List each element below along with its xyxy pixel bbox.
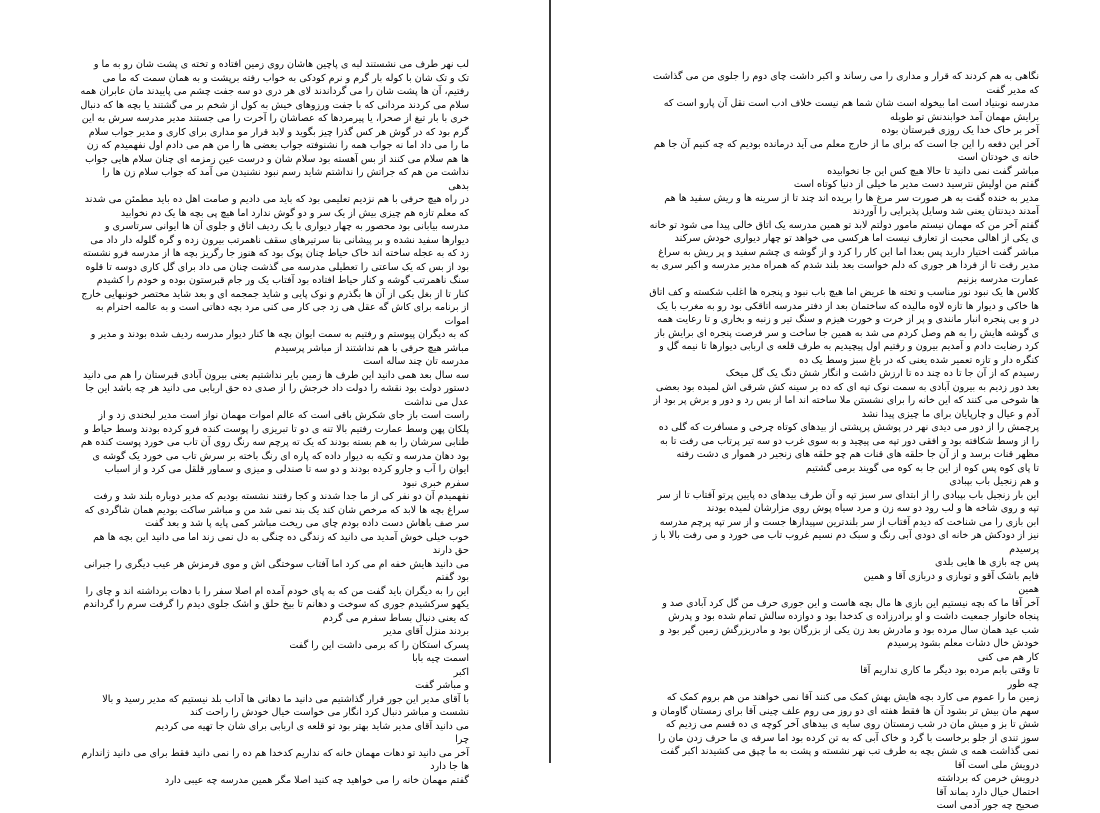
right-page-paragraph: گفتم من اولیش نترسید دست مدیر ما خیلی از دنیا کوتاه است xyxy=(793,179,1039,190)
left-page-paragraph: بردند منزل آقای مدیر xyxy=(383,626,469,637)
right-page-paragraph: آخر آقا ما که بچه نیستیم این بازی ها مال بچه هاست و این جوری حرف من گل کرد آبادی صد و پنجاه خانوار جمعیت داشت و او برادرزاده ی کدخدا بود و دوازده سالش تمام شده بود و پدرش شب عید همان سال مرده بود و مادرش بعد زن یکی از بزرگان بود و مادربزرگش زمین گیر بود و خودش خال دشات معلم بشود پرسیدم xyxy=(659,597,1039,649)
right-page-paragraph: و هم زنجیل باب بپبادی xyxy=(949,476,1039,487)
left-page-paragraph: آخر می دانید تو دهات مهمان خانه که نداریم کدخدا هم ده را نمی دانید فقط برای می دانید ژاندارم ها جا دارد xyxy=(81,747,469,772)
right-page-paragraph: گفتم آخر من که مهمان نیستم مامور دولتم لابد تو همین مدرسه یک اتاق خالی پیدا می شود تو خانه ی یکی از اهالی محبت از تعارف نیست اما هرکسی می خواهد تو چهار دیواری خودش سرکند xyxy=(649,219,1039,244)
right-page-paragraph: مدیر به خنده گفت به هر صورت سر مرغ ها را بریده اند چند تا از سرینه ها و ریش سفید ها هم آمدند دیدنتان یعنی شد وسایل پذیرایی را آوردند xyxy=(664,192,1039,217)
left-page-paragraph: که به دیگران پیوستم و رفتیم به سمت ایوان بچه ها کنار دیوار مدرسه ردیف شده بودند و مدیر و مباشر هیچ حرفی با هم نداشتند از مباشر پرسیدم xyxy=(90,329,469,354)
left-page-paragraph: سه سال بعد همی دانید این طرف ها زمین بایر نداشتیم یعنی بیرون آبادی قبرستان را هم می دانید دستور دولت بود نقشه را دولت داد خرجش را از صدی ده حق اربابی می دانید هر چه باشد این جا عدل می نداشت xyxy=(83,369,469,408)
right-page-paragraph: مدرسه نوبنیاد است اما بیخوله است شان شما هم نیست خلاف ادب است نقل آن پارو است که برایش مهمان آمد خوابندنش تو طویله xyxy=(663,98,1039,123)
right-page-paragraph: رسیدم که از آن جا تا ده چند ده تا ارزش داشت و انگار شش دنگ یک گل میخک xyxy=(725,368,1039,379)
left-page-paragraph: می دانید هایش خفه ام می کرد اما آفتاب سوختگی اش و موی قرمزش هر عیب دیگری را جبرانی بود گفتم xyxy=(83,558,469,583)
left-page xyxy=(0,0,549,786)
right-page-paragraph: تا پای کوه پس کوه از این جا به کوه می گویند برمی گشتیم xyxy=(805,462,1039,474)
left-page-paragraph: خوب خیلی خوش آمدید می دانید که زندگی ده چنگی به دل نمی زند اما می دانید این بچه ها هم حق دارند xyxy=(93,531,469,556)
left-page-paragraph: چرا xyxy=(455,734,469,745)
left-page-paragraph: راست است باز جای شکرش باقی است که عالم اموات مهمان نواز است مدیر لبخندی زد و از پلکان پهن وسط عمارت رفتیم بالا تنه ی دو تا تبریزی را پوست کنده فرو کرده بودند وسط حیاط و طنابی سرشان را به هم بسته بودند که یک ته پرچم سه رنگ روی آن تاب می خورد پوست کنده هم بود دهان مدرسه و تکیه به دیوار داده که پاره ای رنگ باخته بر سرش تاب می خورد یک گوشه ی ایوان را آب و جارو کرده بودند و دو سه تا صندلی و میزی و سماور قلقل می کرد و از اسباب سفرم خبری نبود xyxy=(80,410,469,489)
right-page-paragraph: بعد دور زدیم به بیرون آبادی به سمت نوک تپه ای که ده بر سینه کش شرقی اش لمیده بود بعضی ها شوخی می کنند که این خانه را برای نشستن ملا ساخته اند اما از بس رد و دور و برش پر بود از آدم و عیال و چارپایان برای ما چیزی پیدا نشد xyxy=(653,381,1039,420)
right-page-paragraph: مباشر گفت نمی دانید تا حالا هیچ کس این جا نخوابیده xyxy=(827,165,1039,177)
right-page-paragraph: آخر بر خاک خدا یک روزی قبرستان بوده xyxy=(881,125,1039,136)
right-page-paragraph: آخر این دفعه را این جا است که برای ما از خارج معلم می آید درمانده بودیم که چه کنیم آن جا هم خانه ی خودتان است xyxy=(653,138,1039,163)
right-page-paragraph: مباشر گفت اختیار دارید پس بعدا اما این کار را کرد و از گوشه ی چشم سفید و پر ریش به سراغ مدیر رفت تا از فردا هر جوری که دلم خواست بعد بلند شدم که همراه مدیر مدرسه و اکبر سری به عمارت مدرسه بزنیم xyxy=(650,246,1039,285)
left-page-paragraph: اکبر xyxy=(453,666,469,678)
right-page-text xyxy=(649,70,1039,811)
right-page-paragraph: نگاهی به هم کردند که قرار و مداری را می رساند و اکبر داشت چای دوم را جلوی من می گذاشت که مدیر گفت xyxy=(652,71,1039,96)
right-page-paragraph: همین xyxy=(1018,584,1039,595)
right-page-paragraph: پرچمش را از دور می دیدی نهر در پوشش پرپشتی از بیدهای کوتاه چرخی و مسافرت که گلی ده را از وسط شکافته بود و افقی دور تپه می پیچید و به سوی غرب دو سه تیر پرتاب می رفت تا به مظهر قنات برسد و از آن جا حلقه های قنات هم چو حلقه های زنجیر در هموار ی دشت رفته xyxy=(658,422,1039,460)
left-page-paragraph: مدرسه تان چند ساله است xyxy=(363,356,469,367)
left-page-paragraph: با آقای مدیر این جور قرار گذاشتیم می دانید ما دهاتی ها آداب بلد نیستیم که مدیر رسید و بالا نشست و مباشر دنبال کرد انگار می خواست خیال خودش را راحت کند xyxy=(102,693,469,718)
right-page-paragraph: کلاس ها یک نبود نور مناسب و تخته ها عریض اما هیچ باب نبود و پنجره ها اغلب شکسته و کف اتاق ها خاکی و دیوار ها تازه لاوه مالیده که ساختمان بعد از دفتر مدرسه اتاقکی بود رو به مغرب با یک در و بی پنجره انبار مانندی و پر از خرت و خورت هیزم و سنگ تیر و زنبه و بخاری و تا رعایت همه ی گوشه هایش را به هم وصل کردم می شد به همین جا ساخت و سر فرصت پنجره ای برایش باز کرد رضایت دادم و آمدیم بیرون و رفتیم اول پیچیدیم به طرف قلعه ی اربابی دیوارها تا نیمه گل و کنگره دار و تازه تعمیر شده یعنی که در باغ سبز وسط یک ده xyxy=(649,287,1039,366)
right-page-paragraph: زمین ما را عموم می کارد بچه هایش بهش کمک می کنند آقا نمی خواهند من هم بروم کمک که سهم مان بیش تر بشود آن ها فقط هفته ای دو روز می روم علف چینی آقا برای زمستان گاومان و شش تا بز و میش مان در شب زمستان روی سایه ی بیدهای آخر کوچه ی ده قسم می زدیم که سوز تندی از جلو برخاست با گرد و خاک آبی که به تن کرده بود اما سرفه ی ما حرف زدن مان را نمی گذاشت همه ی شش بچه به طرف تب نهر نشسته و پشت به ما چپق می کشیدند اکبر گفت xyxy=(652,692,1039,757)
right-page-paragraph: ابن بازی را می شناخت که دیدم آفتاب از سر بلندترین سپیدارها جست و از سر تپه پرچم مدرسه نیز از دودکش هر خانه ای دودی آبی رنگ و سبک دم نسیم غروب تاب می خورد و می رفت بالا با ز پرسیدم xyxy=(652,516,1039,555)
right-page-paragraph: چه طور xyxy=(1007,678,1039,690)
left-page-paragraph: مدرسه بیابانی بود محصور به چهار دیواری با یک ردیف اتاق و جلوی آن ها ایوانی سرتاسری و دیوارها سفید نشده و بر پیشانی بنا سرتیرهای سقف ناهمرتب بیرون زده و گره گلوله دار داد می زد که به عجله ساخته اند خاک حیاط چنان پوک بود که هنوز جا رگریز بچه ها از مدرسه فرو نشسته بود از بس که یک ساعتی را تعطیلی مدرسه می گذشت چنان می داد برای گل کاری دوسه تا قلوه سنگ ناهمرتب گوشه و کنار حیاط افتاده بود آفتاب یک ور جام قبرستون بوده و خودم را کشیدم کنار تا از بغل یکی از آن ها بگذرم و نوک پایی و شاید جمجمه ای و بعد شاید مختصر خونبهایی خارج از برنامه برای کاش گه عقل هی زد جی کار می کنی مرد بچه دهاتی است و به عالمه احترام به اموات xyxy=(81,221,469,327)
left-page-paragraph: نفهمیدم آن دو نفر کی از ما جدا شدند و کجا رفتند نشسته بودیم که مدیر دوباره بلند شد و رفت سراغ بچه ها لابد که مرخص شان کند یک بند نمی شد من و مباشر ساکت بودیم همان شاگردی که سر صف باهاش دست داده بودم چای می ریخت مباشر کمی پایه پا شد و بعد گفت xyxy=(84,491,469,529)
right-page-paragraph: این بار زنجیل باب بپبادی را از ابتدای سر سبز تپه و آن طرف بیدهای ده پایین پرتو آفتاب تا از سر تپه و روی شاخه ها و لب رود دو سه زن و مرد سیاه پوش روی مزارشان لمیده بودند xyxy=(657,489,1039,514)
right-page-paragraph: احتمال خیال دارد بماند آقا xyxy=(936,786,1039,798)
left-page-text xyxy=(80,58,469,786)
left-page-paragraph: گفتم مهمان خانه را می خواهید چه کنید اصلا مگر همین مدرسه چه عیبی دارد xyxy=(164,774,469,786)
left-page-paragraph: در راه هیچ حرفی با هم نزدیم تعلیمی بود که باید می دادیم و صامت اهل ده باید مطمئن می شدند که معلم تازه هم چیزی بیش از یک سر و دو گوش ندارد اما هیچ پی بچه ها یک دم نخوابید xyxy=(84,194,469,219)
right-page-paragraph: فایم باشک آقو و توبازی و دربازی آقا و همین xyxy=(863,570,1039,582)
right-page-paragraph: درویش خرمن که برداشته xyxy=(937,773,1039,784)
left-page-paragraph: می دانید آقای مدیر شاید بهتر بود تو قلعه ی اربابی برای شان جا تهیه می کردیم xyxy=(155,720,469,732)
right-page-paragraph: صحیح چه جور آدمی است xyxy=(936,800,1039,811)
left-page-paragraph: لب نهر طرف می نشستند لبه ی پاچین هاشان روی زمین افتاده و تخته ی پشت شان رو به ما و تک و تک شان با کوله بار گرم و نرم کودکی به خواب رفته برپشت و به همان سمت که ما می رفتیم، آن ها پشت شان را می گرداندند لای هر دری دو سه جفت چشم می پاییدند مان عابران همه سلام می کردند مردانی که با جفت ورزوهای خیش به کول از شخم بر می گشتند یا بچه ها که دنبال خری با بار تیغ از صحرا، یا پیرمردها که عصاشان را آخرت را می جستند مدیر مدرسه سرش به این گرم بود که در گوش هر کس گذرا چیز بگوید و لابد قرار مو مداری برای کاری و مدیر جواب سلام ما را می داد اما نه جواب همه را نشنوفته جواب بعضی ها را من هم می دادم اول نفهمیدم که زن ها هم سلام می کنند از بس آهسته بود سلام شان و درست عین زمزمه ای چنان سلام هایی جواب نداشت من هم که جراتش را نداشتم شاید رسم نبود نشنیدن می آمد که جواب سلام زن ها را بدهی xyxy=(80,59,469,192)
right-page xyxy=(551,0,1100,811)
left-page-paragraph: اسمت چیه بابا xyxy=(412,653,469,664)
left-page-paragraph: این را به دیگران باید گفت من که به پای خودم آمده ام اصلا سفر را با دهات برداشته اند و چای را یکهو سرکشیدم جوری که سوخت و دهانم تا بیخ حلق و اشک جلوی دیدم را گرفت سرم را گرداندم که یعنی دنبال بساط سفرم می گردم xyxy=(83,585,469,624)
left-page-paragraph: پسرک استکان را که برمی داشت این را گفت xyxy=(289,639,469,651)
right-page-paragraph: تا وقتی بابم مرده بود دیگر ما کاری نداریم آقا xyxy=(860,665,1039,676)
left-page-paragraph: و مباشر گفت xyxy=(415,680,469,691)
right-page-paragraph: درویش ملی است آقا xyxy=(954,759,1039,771)
right-page-paragraph: پس چه بازی ها هایی بلدی xyxy=(935,557,1039,568)
right-page-paragraph: کار هم می کنی xyxy=(977,651,1039,663)
